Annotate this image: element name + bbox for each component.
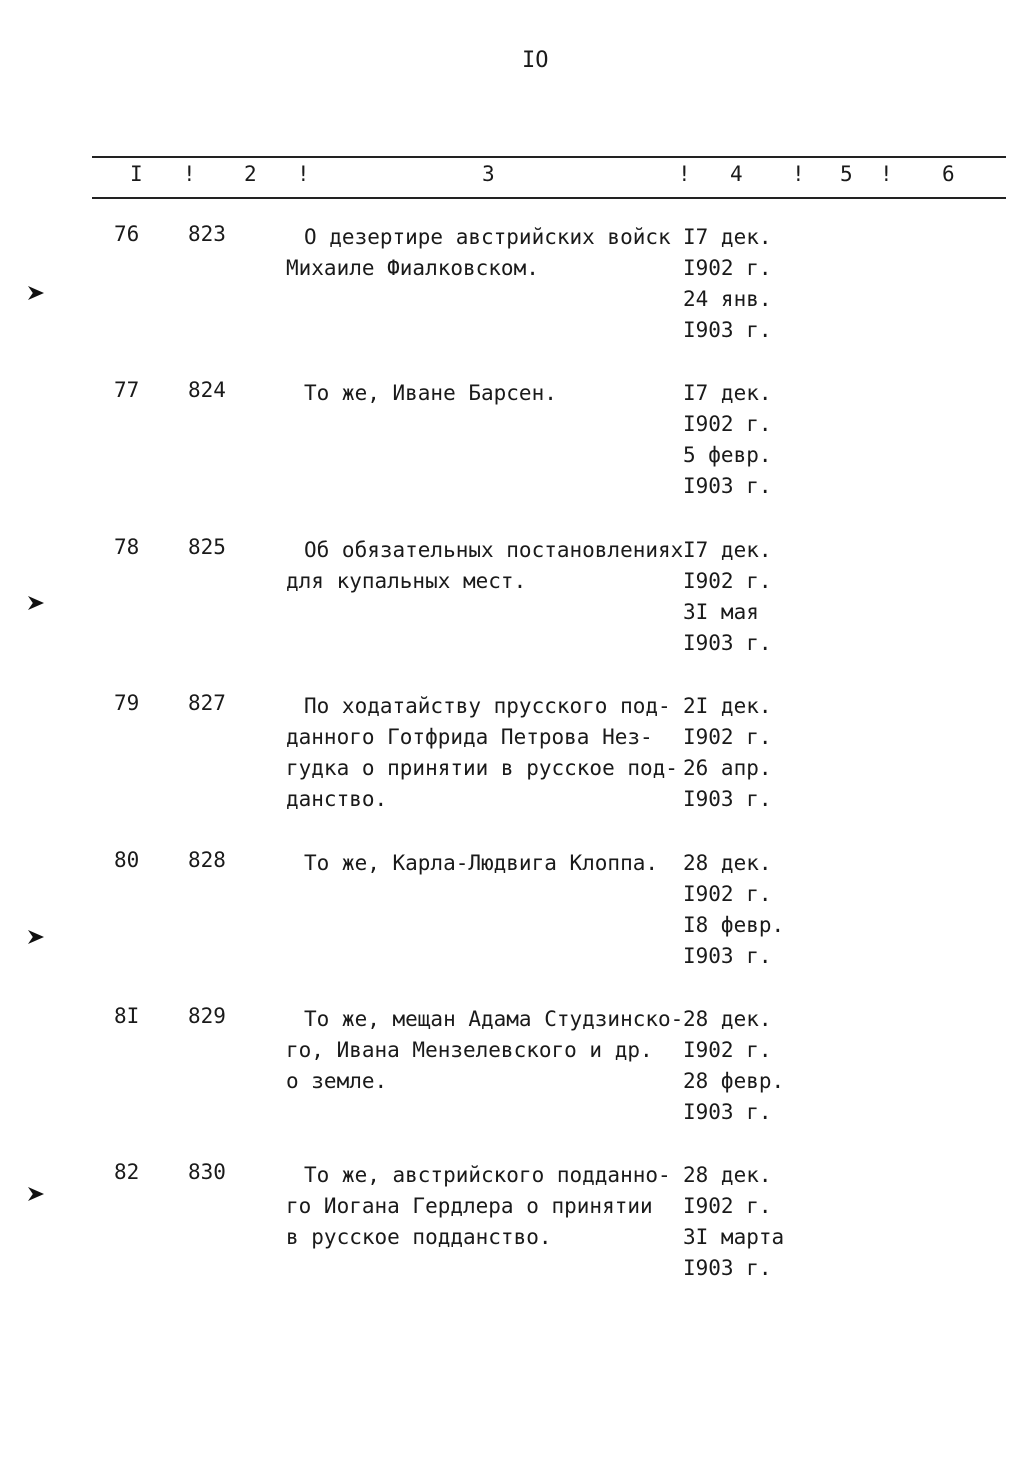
case-title-line: Об обязательных постановлениях	[304, 538, 684, 562]
column-header-1: I	[130, 162, 143, 186]
column-separator: !	[297, 162, 310, 186]
case-title-line: го, Ивана Мензелевского и др.	[286, 1038, 653, 1062]
case-title-line: для купальных мест.	[286, 569, 527, 593]
case-date-line: I7 дек.	[683, 538, 772, 562]
case-date-line: 3I марта	[683, 1225, 785, 1249]
case-dates	[683, 535, 803, 659]
case-date-line: 2I дек.	[683, 694, 772, 718]
case-date-line: I902 г.	[683, 412, 772, 436]
case-date-line: I903 г.	[683, 474, 772, 498]
case-date-line: 5 февр.	[683, 443, 772, 467]
case-dates	[683, 222, 803, 346]
column-header-6: 6	[942, 162, 955, 186]
case-date-line: I903 г.	[683, 1100, 772, 1124]
table-rule-bottom	[92, 197, 1006, 199]
case-date-line: 24 янв.	[683, 287, 772, 311]
case-number: 828	[188, 848, 226, 872]
case-dates	[683, 1004, 803, 1128]
table-row	[0, 1004, 1024, 1144]
case-date-line: I903 г.	[683, 631, 772, 655]
case-date-line: I903 г.	[683, 318, 772, 342]
row-number: 79	[114, 691, 140, 715]
column-separator: !	[183, 162, 196, 186]
case-date-line: I902 г.	[683, 882, 772, 906]
case-number: 830	[188, 1160, 226, 1184]
case-date-line: 28 дек.	[683, 1007, 772, 1031]
column-separator: !	[678, 162, 691, 186]
case-date-line: I902 г.	[683, 256, 772, 280]
row-number: 80	[114, 848, 140, 872]
case-title-line: данного Готфрида Петрова Нез-	[286, 725, 653, 749]
case-date-line: I902 г.	[683, 725, 772, 749]
table-row	[0, 378, 1024, 518]
case-number: 825	[188, 535, 226, 559]
case-number: 829	[188, 1004, 226, 1028]
case-title-line: То же, Иване Барсен.	[304, 381, 557, 405]
table-rule-top	[92, 156, 1006, 158]
case-title	[286, 848, 686, 879]
case-title-line: гудка о принятии в русское под-	[286, 756, 678, 780]
case-date-line: 28 дек.	[683, 1163, 772, 1187]
case-date-line: I7 дек.	[683, 225, 772, 249]
case-title-line: Михаиле Фиалковском.	[286, 256, 539, 280]
case-date-line: I903 г.	[683, 1256, 772, 1280]
case-date-line: I7 дек.	[683, 381, 772, 405]
table-row	[0, 848, 1024, 988]
column-header-4: 4	[730, 162, 743, 186]
case-date-line: I902 г.	[683, 1194, 772, 1218]
table-row	[0, 222, 1024, 362]
case-title-line: По ходатайству прусского под-	[304, 694, 671, 718]
case-date-line: 28 дек.	[683, 851, 772, 875]
case-dates	[683, 848, 803, 972]
case-date-line: I902 г.	[683, 569, 772, 593]
case-title-line: о земле.	[286, 1069, 388, 1093]
case-title-line: То же, мещан Адама Студзинско-	[304, 1007, 684, 1031]
table-row	[0, 1160, 1024, 1300]
case-title-line: го Иогана Гердлера о принятии	[286, 1194, 653, 1218]
case-title-line: То же, Карла-Людвига Клоппа.	[304, 851, 659, 875]
case-title	[286, 535, 686, 597]
case-number: 823	[188, 222, 226, 246]
column-header-5: 5	[840, 162, 853, 186]
case-date-line: I8 февр.	[683, 913, 785, 937]
table-row	[0, 535, 1024, 675]
row-number: 76	[114, 222, 140, 246]
case-title-line: О дезертире австрийских войск	[304, 225, 671, 249]
case-date-line: I903 г.	[683, 787, 772, 811]
case-title-line: То же, австрийского подданно-	[304, 1163, 671, 1187]
column-separator: !	[880, 162, 893, 186]
column-separator: !	[792, 162, 805, 186]
case-title	[286, 378, 686, 409]
row-number: 78	[114, 535, 140, 559]
case-number: 827	[188, 691, 226, 715]
case-date-line: I902 г.	[683, 1038, 772, 1062]
case-date-line: 3I мая	[683, 600, 759, 624]
case-title	[286, 1004, 686, 1097]
case-title	[286, 1160, 686, 1253]
table-row	[0, 691, 1024, 831]
row-number: 8I	[114, 1004, 140, 1028]
case-title	[286, 222, 686, 284]
row-number: 77	[114, 378, 140, 402]
case-date-line: 28 февр.	[683, 1069, 785, 1093]
column-header-3: 3	[482, 162, 495, 186]
case-title-line: данство.	[286, 787, 388, 811]
page-number: IO	[522, 48, 549, 73]
case-dates	[683, 378, 803, 502]
case-date-line: 26 апр.	[683, 756, 772, 780]
case-number: 824	[188, 378, 226, 402]
case-dates	[683, 1160, 803, 1284]
case-dates	[683, 691, 803, 815]
case-title	[286, 691, 686, 815]
row-number: 82	[114, 1160, 140, 1184]
column-header-2: 2	[244, 162, 257, 186]
case-title-line: в русское подданство.	[286, 1225, 552, 1249]
case-date-line: I903 г.	[683, 944, 772, 968]
